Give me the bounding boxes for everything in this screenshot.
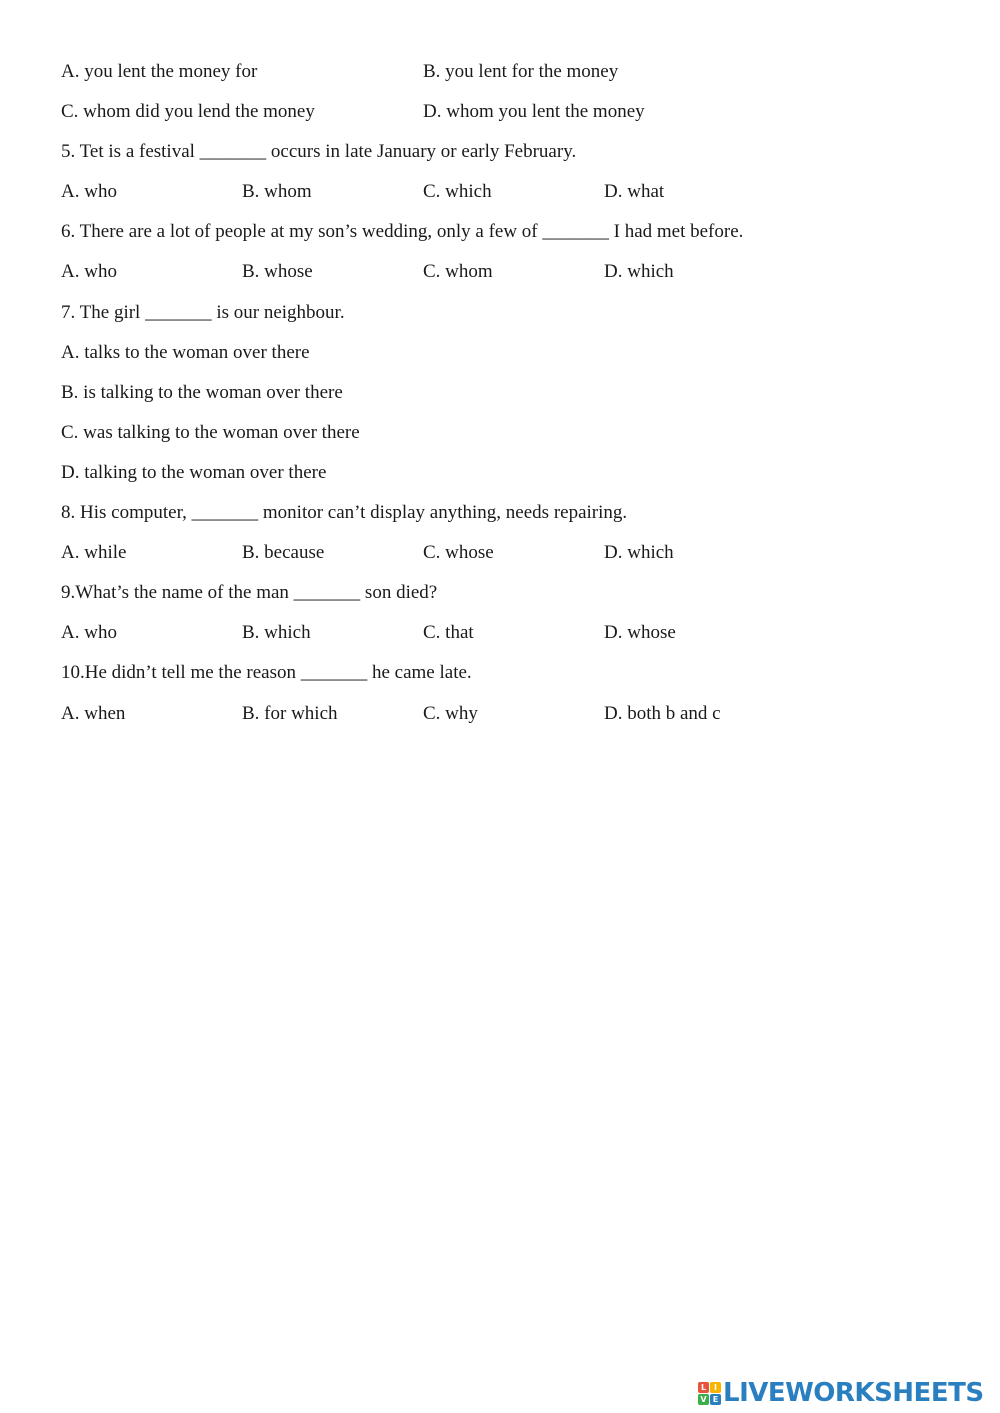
question-stem: 9.What’s the name of the man _______ son died? <box>61 582 438 604</box>
answer-option[interactable]: B. because <box>242 542 325 564</box>
liveworksheets-logo-icon <box>698 1382 721 1405</box>
options-row <box>61 539 961 579</box>
answer-option[interactable]: B. which <box>242 622 311 644</box>
answer-option[interactable]: B. whose <box>242 261 313 283</box>
answer-option[interactable]: C. that <box>423 622 474 644</box>
answer-option[interactable]: D. whose <box>604 622 676 644</box>
answer-option[interactable]: B. whom <box>242 181 312 203</box>
answer-option[interactable]: D. both b and c <box>604 702 721 724</box>
question-stem: 10.He didn’t tell me the reason _______ he came late. <box>61 662 472 684</box>
answer-option[interactable]: D. which <box>604 261 674 283</box>
options-row <box>61 178 961 218</box>
answer-option[interactable]: C. was talking to the woman over there <box>61 421 360 443</box>
options-row <box>61 58 961 98</box>
question-stem: 8. His computer, _______ monitor can’t display anything, needs repairing. <box>61 502 628 524</box>
options-row <box>61 619 961 659</box>
options-row <box>61 98 961 138</box>
options-row <box>61 700 961 740</box>
options-row <box>61 258 961 298</box>
answer-option[interactable]: A. when <box>61 702 126 724</box>
logo-wordmark: LIVEWORKSHEETS <box>723 1378 984 1408</box>
liveworksheets-logo <box>698 1378 984 1408</box>
answer-option[interactable]: C. why <box>423 702 478 724</box>
answer-option[interactable]: A. who <box>61 261 117 283</box>
logo-icon-tile: L <box>698 1382 709 1393</box>
answer-option[interactable]: A. who <box>61 181 117 203</box>
logo-icon-tile: I <box>710 1382 721 1393</box>
question-stem: 5. Tet is a festival _______ occurs in late January or early February. <box>61 141 577 163</box>
question-stem: 6. There are a lot of people at my son’s wedding, only a few of _______ I had met before. <box>61 221 744 243</box>
answer-option[interactable]: C. whom did you lend the money <box>61 101 315 123</box>
answer-option[interactable]: B. is talking to the woman over there <box>61 381 343 403</box>
answer-option[interactable]: C. which <box>423 181 492 203</box>
answer-option[interactable]: B. you lent for the money <box>423 61 619 82</box>
worksheet <box>61 58 961 740</box>
logo-icon-tile: E <box>710 1394 721 1405</box>
answer-option[interactable]: A. who <box>61 622 117 644</box>
answer-option[interactable]: C. whom <box>423 261 493 283</box>
answer-option[interactable]: A. talks to the woman over there <box>61 341 310 363</box>
logo-icon-tile: V <box>698 1394 709 1405</box>
answer-option[interactable]: D. which <box>604 542 674 564</box>
answer-option[interactable]: C. whose <box>423 542 494 564</box>
question-stem: 7. The girl _______ is our neighbour. <box>61 301 345 323</box>
answer-option[interactable]: D. talking to the woman over there <box>61 461 327 483</box>
answer-option[interactable]: A. you lent the money for <box>61 61 258 82</box>
answer-option[interactable]: B. for which <box>242 702 338 724</box>
answer-option[interactable]: D. whom you lent the money <box>423 101 645 123</box>
answer-option[interactable]: A. while <box>61 542 127 564</box>
answer-option[interactable]: D. what <box>604 181 665 203</box>
